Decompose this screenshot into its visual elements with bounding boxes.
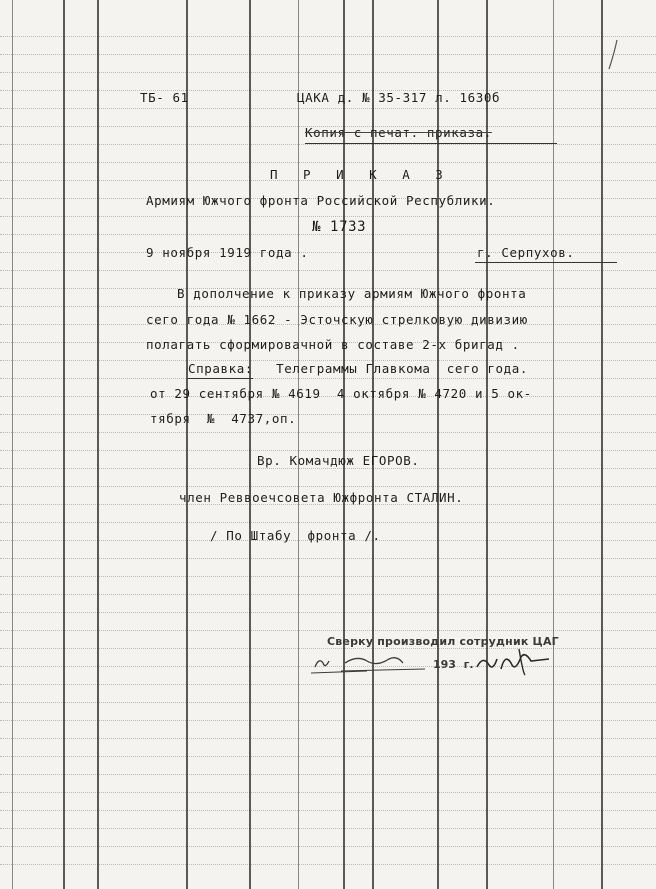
staff-note: / По Штабу фронта /. <box>210 528 381 543</box>
order-number: № 1733 <box>312 219 367 235</box>
handwritten-date-and-signature-icon <box>305 633 555 683</box>
body-line-3: полагать сформировачной в составе 2-х бригад . <box>146 337 520 352</box>
body-line-2: сего года № 1662 - Эсточскую стрелковую дивизию <box>146 312 528 327</box>
reference-line-3: тября № 4737,оп. <box>150 411 297 426</box>
order-place: г. Серпухов. <box>477 245 575 260</box>
commander-signature-line: Вр. Комачдюж ЕГОРОВ. <box>257 453 420 468</box>
stamp-year: 193 г. <box>433 658 474 671</box>
reference-line-2: от 29 сентября № 4619 4 октября № 4720 и 5 ок- <box>150 386 532 401</box>
archive-code: ТБ- 61 <box>140 90 189 105</box>
pencil-mark-icon <box>603 38 623 72</box>
addressee-line: Армиям Южчого фронта Российской Республики. <box>146 193 496 208</box>
reference-line-1: Телеграммы Главкома сего года. <box>268 361 529 376</box>
stamp-caption: Сверку производил сотрудник ЦАГ <box>327 635 559 648</box>
document-note: Копия с печат. приказа. <box>305 125 492 140</box>
body-line-1: В дополчение к приказу армиям Южчого фронта <box>177 286 527 301</box>
council-member-signature-line: член Реввоечсовета Южфронта СТАЛИН. <box>179 490 464 505</box>
verification-stamp <box>305 633 559 683</box>
place-underline <box>475 262 617 263</box>
note-underline <box>305 143 557 144</box>
reference-label: Справка: <box>188 361 253 379</box>
archive-reference: ЦАКА д. № 35-317 л. 1630б <box>297 90 501 105</box>
order-date: 9 ноября 1919 года . <box>146 245 309 260</box>
document-title: П Р И К А З <box>270 167 452 182</box>
